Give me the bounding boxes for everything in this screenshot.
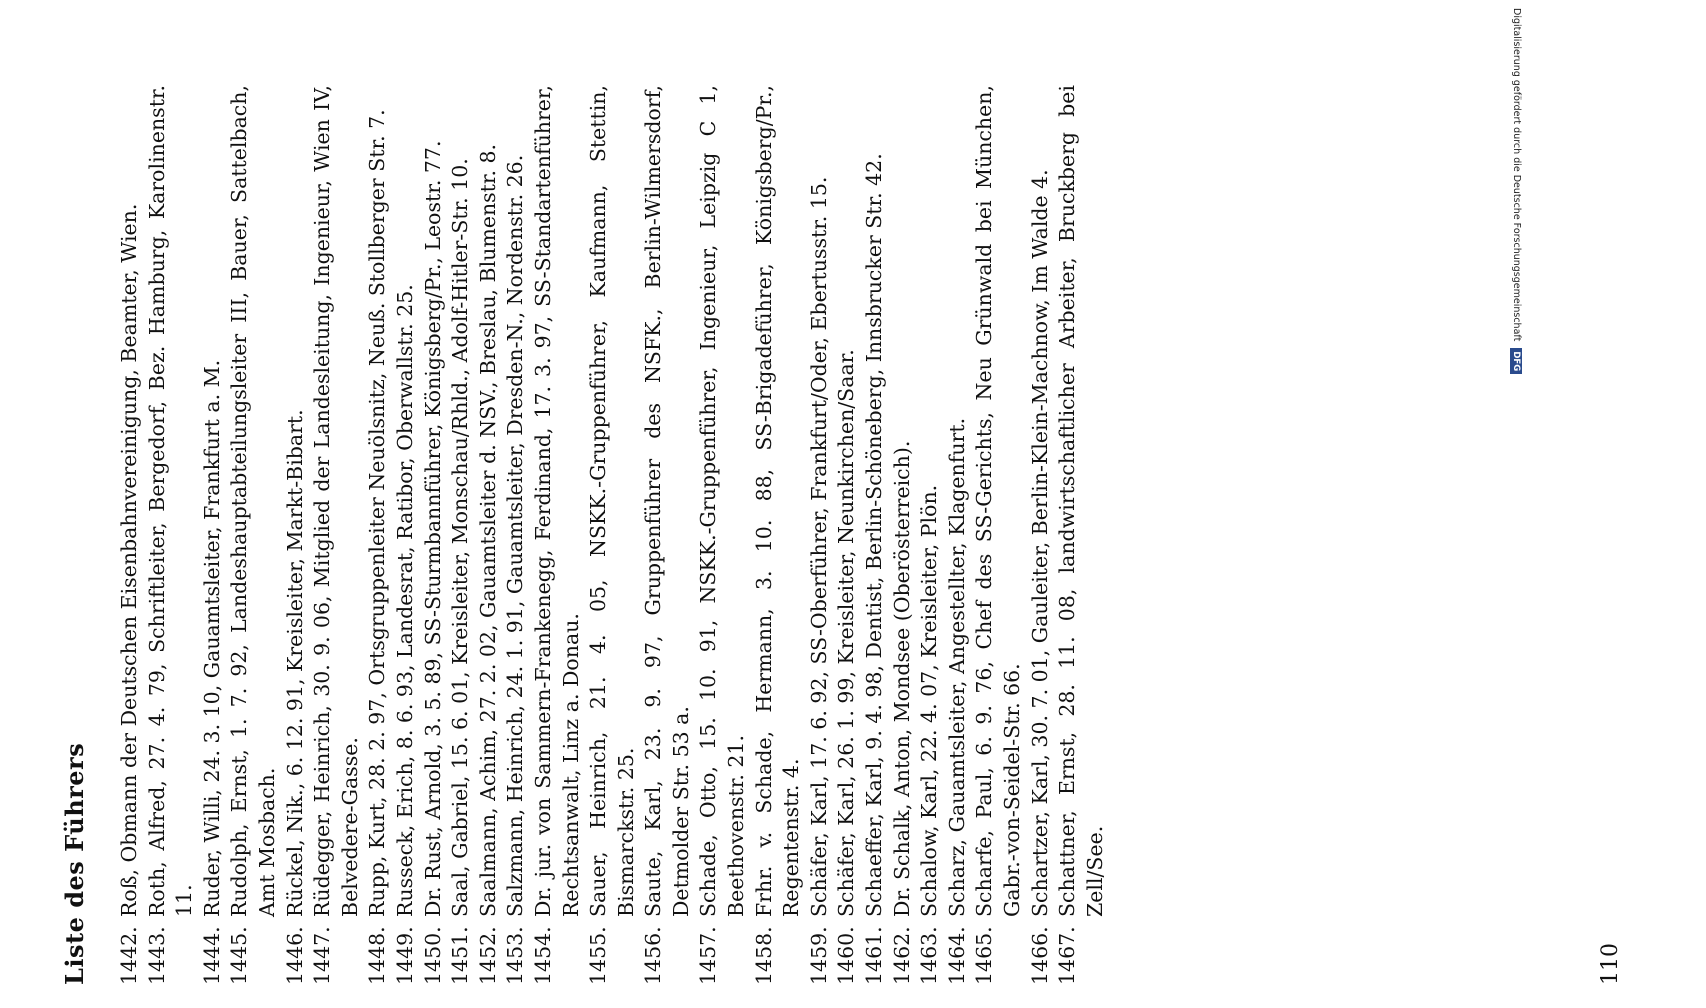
entry-text: Dr. jur. von Sammern-Frankenegg, Ferdinand, 17. 3. 97, SS-Standartenführer, Rechtsanwalt, Linz a. Donau.: [530, 85, 583, 917]
entry-text: Dr. Rust, Arnold, 3. 5. 89, SS-Sturmbannführer, Königsberg/Pr., Leostr. 77.: [420, 140, 445, 917]
entry-number: 1456.: [641, 926, 666, 985]
page-number: 110: [1598, 943, 1623, 985]
entry-number: 1442.: [117, 926, 141, 985]
entry-number: 1459.: [806, 926, 831, 985]
funder-note-text: Digitalisierung gefördert durch die Deutsche Forschungsgemeinschaft: [1511, 8, 1522, 342]
entry-text: Roth, Alfred, 27. 4. 79, Schriftleiter, Bergedorf, Bez. Hamburg, Karolinenstr. 11.: [144, 85, 197, 917]
entry-number: 1449.: [392, 926, 417, 985]
document-page: [60, 25, 1660, 985]
entry-text: Saal, Gabriel, 15. 6. 01, Kreisleiter, Monschau/Rhld., Adolf-Hitler-Str. 10.: [448, 158, 473, 917]
entry-number: 1443.: [144, 926, 169, 985]
entry-number: 1465.: [972, 926, 997, 985]
entry-number: 1462.: [889, 926, 914, 985]
entry-number: 1445.: [227, 926, 252, 985]
entry-text: Sauer, Heinrich, 21. 4. 05, NSKK.-Gruppenführer, Kaufmann, Stettin, Bismarckstr. 25.: [586, 85, 638, 917]
entry-text: Ruder, Willi, 24. 3. 10, Gauamtsleiter, Frankfurt a. M.: [199, 359, 224, 917]
dfg-logo: DFG: [1511, 348, 1523, 374]
entry-text: Dr. Schalk, Anton, Mondsee (Oberösterreich).: [889, 440, 914, 917]
entry-text: Rüdegger, Heinrich, 30. 9. 06, Mitglied der Landesleitung, Ingenieur, Wien IV, Belvedere-Gasse.: [310, 85, 362, 917]
entry-text: Schalow, Karl, 22. 4. 07, Kreisleiter, Plön.: [917, 484, 942, 917]
entry-number: 1452.: [475, 926, 500, 985]
entry-text: Rupp, Kurt, 28. 2. 97, Ortsgruppenleiter Neuölsnitz, Neuß. Stollberger Str. 7.: [365, 109, 390, 917]
entry-text: Schäfer, Karl, 17. 6. 92, SS-Oberführer, Frankfurt/Oder, Ebertusstr. 15.: [806, 176, 831, 917]
entry-number: 1464.: [944, 926, 969, 985]
entry-text: Saute, Karl, 23. 9. 97, Gruppenführer des NSFK., Berlin-Wilmersdorf, Detmolder Str. 53 a.: [641, 85, 693, 917]
entry-number: 1448.: [365, 926, 390, 985]
entry-number: 1461.: [862, 926, 887, 985]
entry-number: 1450.: [420, 926, 445, 985]
entry-number: 1466.: [1027, 926, 1052, 985]
entry-number: 1457.: [696, 926, 721, 985]
entry-number: 1467.: [1055, 926, 1080, 985]
entry-text: Schattner, Ernst, 28. 11. 08, landwirtschaftlicher Arbeiter, Bruckberg bei Zell/See.: [1055, 85, 1107, 917]
entry-number: 1455.: [586, 926, 611, 985]
entry-number: 1463.: [917, 926, 942, 985]
entry-number: 1458.: [751, 926, 776, 985]
entry-text: Frhr. v. Schade, Hermann, 3. 10. 88, SS-Brigadeführer, Königsberg/Pr., Regentenstr. 4.: [751, 85, 804, 917]
entry-text: Scharz, Gauamtsleiter, Angestellter, Klagenfurt.: [944, 417, 969, 917]
page-title: Liste des Führers: [60, 742, 89, 985]
entry-text: Russeck, Erich, 8. 6. 93, Landesrat, Ratibor, Oberwallstr. 25.: [392, 284, 417, 917]
entry-text: Schaeffer, Karl, 9. 4. 98, Dentist, Berlin-Schöneberg, Innsbrucker Str. 42.: [862, 153, 887, 917]
entry-number: 1460.: [834, 926, 859, 985]
entry-text: Saalmann, Achim, 27. 2. 02, Gauamtsleiter d. NSV., Breslau, Blumenstr. 8.: [475, 143, 500, 917]
entry-number: 1447.: [310, 926, 335, 985]
entry-text: Roß, Obmann der Deutschen Eisenbahnvereinigung, Beamter, Wien.: [117, 203, 141, 917]
entry-text: Schartzer, Karl, 30. 7. 01, Gauleiter, Berlin-Klein-Machnow, Im Walde 4.: [1027, 169, 1052, 917]
entry-number: 1446.: [282, 926, 307, 985]
entry-text: Rückel, Nik., 6. 12. 91, Kreisleiter, Markt-Bibart.: [282, 409, 307, 917]
entry-number: 1451.: [448, 926, 473, 985]
entry-text: Schade, Otto, 15. 10. 91, NSKK.-Gruppenführer, Ingenieur, Leipzig C 1, Beethovenstr. 21.: [696, 85, 749, 917]
entry-text: Salzmann, Heinrich, 24. 1. 91, Gauamtsleiter, Dresden-N., Nordenstr. 26.: [503, 154, 528, 917]
entry-text: Schäfer, Karl, 26. 1. 99, Kreisleiter, Neunkirchen/Saar.: [834, 349, 859, 917]
entry-number: 1454.: [530, 926, 555, 985]
entry-list: [116, 85, 1109, 985]
entry-text: Scharfe, Paul, 6. 9. 76, Chef des SS-Gerichts, Neu Grünwald bei München, Gabr.-von-Seidel-Str. 66.: [972, 85, 1024, 917]
funder-note: [1508, 8, 1524, 1008]
entry-text: Rudolph, Ernst, 1. 7. 92, Landeshauptabteilungsleiter III, Bauer, Sattelbach, Amt Mosbach.: [227, 85, 279, 917]
entry-number: 1453.: [503, 926, 528, 985]
entry-number: 1444.: [199, 926, 224, 985]
